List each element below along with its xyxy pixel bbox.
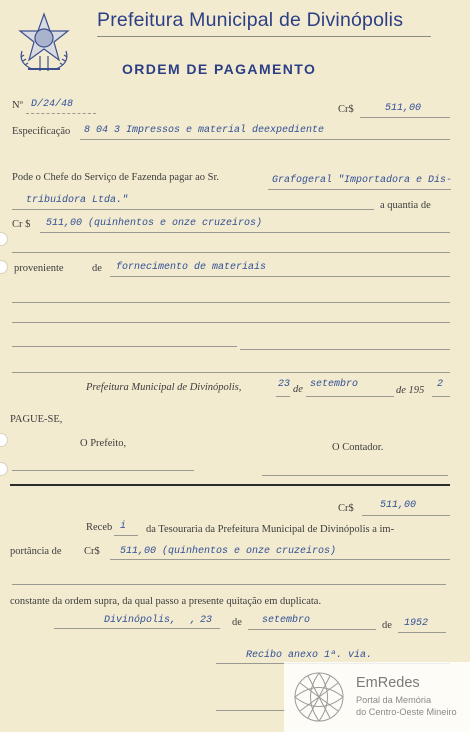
- blank-line-4a: [12, 346, 237, 347]
- proveniente-label: proveniente: [14, 263, 64, 274]
- date-de2: de 195: [396, 385, 425, 396]
- amount-label: Cr$: [338, 104, 354, 115]
- receipt-month-line: [248, 629, 376, 630]
- receipt-blank-line: [12, 584, 446, 585]
- watermark-brand: EmRedes: [356, 675, 420, 691]
- receipt-amount-line: [362, 515, 450, 516]
- date-day-line: [276, 396, 290, 397]
- spec-line: [80, 139, 450, 140]
- receipt-de1: de: [232, 617, 242, 628]
- receipt-separator: ,: [190, 615, 197, 626]
- municipality-title: Prefeitura Municipal de Divinópolis: [97, 9, 404, 31]
- number-label: Nº: [12, 100, 23, 111]
- punch-hole-upper: [0, 260, 8, 274]
- payee-name-part2: tribuidora Ltda.": [26, 195, 129, 206]
- importancia-label: portância de: [10, 546, 62, 557]
- date-year-line: [432, 396, 450, 397]
- blank-line-2: [12, 302, 450, 303]
- coat-of-arms-emblem: [14, 11, 74, 75]
- order-amount: 511,00: [385, 103, 422, 114]
- receipt-day: 23: [200, 615, 213, 626]
- receipt-amount-label: Cr$: [338, 503, 354, 514]
- receipt-month: setembro: [262, 615, 311, 626]
- payee-line-1: [268, 189, 451, 190]
- receipt-text-2: constante da ordem supra, da qual passo a presente quitação em duplicata.: [10, 596, 322, 607]
- receb-value: i: [120, 521, 127, 532]
- place-label: Prefeitura Municipal de Divinópolis,: [86, 382, 242, 393]
- receb-line: [114, 535, 138, 536]
- payee-name-part1: Grafogeral "Importadora e Dis-: [272, 175, 453, 186]
- spec-value: 8 04 3 Impressos e material deexpediente: [84, 125, 325, 136]
- blank-line-3: [12, 322, 450, 323]
- order-number: D/24/48: [31, 99, 74, 110]
- date-day: 23: [278, 379, 291, 390]
- quantia-label: a quantia de: [380, 200, 431, 211]
- receipt-year: 1952: [404, 618, 429, 629]
- cr-label: Cr $: [12, 219, 31, 230]
- amount-in-words: 511,00 (quinhentos e onze cruzeiros): [46, 218, 263, 229]
- receipt-cr-label: Cr$: [84, 546, 100, 557]
- contador-signature-line: [262, 475, 448, 476]
- document-subtitle: ORDEM DE PAGAMENTO: [122, 61, 317, 77]
- receb-label: Receb: [86, 522, 113, 533]
- title-underline: [97, 36, 431, 37]
- receipt-year-line: [398, 632, 446, 633]
- date-de1: de: [293, 384, 303, 395]
- proveniente-value: fornecimento de materiais: [116, 262, 267, 273]
- receipt-amount: 511,00: [380, 500, 417, 511]
- watermark-tagline-2: do Centro-Oeste Mineiro: [356, 707, 457, 717]
- date-month-line: [306, 396, 394, 397]
- punch-hole-lower: [0, 433, 8, 447]
- payee-line-2: [12, 209, 374, 210]
- amount-words-line: [40, 232, 450, 233]
- punch-hole-top: [0, 232, 8, 246]
- watermark-tagline-1: Portal da Memória: [356, 695, 432, 705]
- prefeito-label: O Prefeito,: [80, 438, 127, 449]
- payment-instruction: Pode o Chefe do Serviço de Fazenda pagar ao Sr.: [12, 172, 220, 183]
- receipt-de2: de: [382, 620, 392, 631]
- pague-se-label: PAGUE-SE,: [10, 414, 63, 425]
- receipt-words-line: [110, 559, 450, 560]
- prefeito-signature-line: [12, 470, 194, 471]
- punch-hole-bottom: [0, 462, 8, 476]
- date-year-digit: 2: [437, 379, 444, 390]
- receipt-note: Recibo anexo 1ª. via.: [246, 650, 373, 661]
- bottom-line: [216, 710, 286, 711]
- contador-label: O Contador.: [332, 442, 384, 453]
- globe-icon: [290, 668, 348, 726]
- date-month: setembro: [310, 379, 359, 390]
- section-divider: [10, 484, 450, 486]
- emredes-watermark: [284, 662, 470, 732]
- blank-line-5: [12, 372, 450, 373]
- number-line: [26, 113, 96, 114]
- receipt-amount-words: 511,00 (quinhentos e onze cruzeiros): [120, 546, 337, 557]
- proveniente-de-label: de: [92, 263, 102, 274]
- blank-line-4b: [240, 349, 450, 350]
- blank-line-1: [12, 252, 450, 253]
- spec-label: Especificação: [12, 126, 71, 137]
- receipt-text-1: da Tesouraria da Prefeitura Municipal de Divinópolis a im-: [146, 524, 395, 535]
- amount-line: [360, 117, 450, 118]
- receipt-place: Divinópolis,: [104, 615, 177, 626]
- proveniente-line: [110, 276, 450, 277]
- receipt-place-line: [54, 628, 220, 629]
